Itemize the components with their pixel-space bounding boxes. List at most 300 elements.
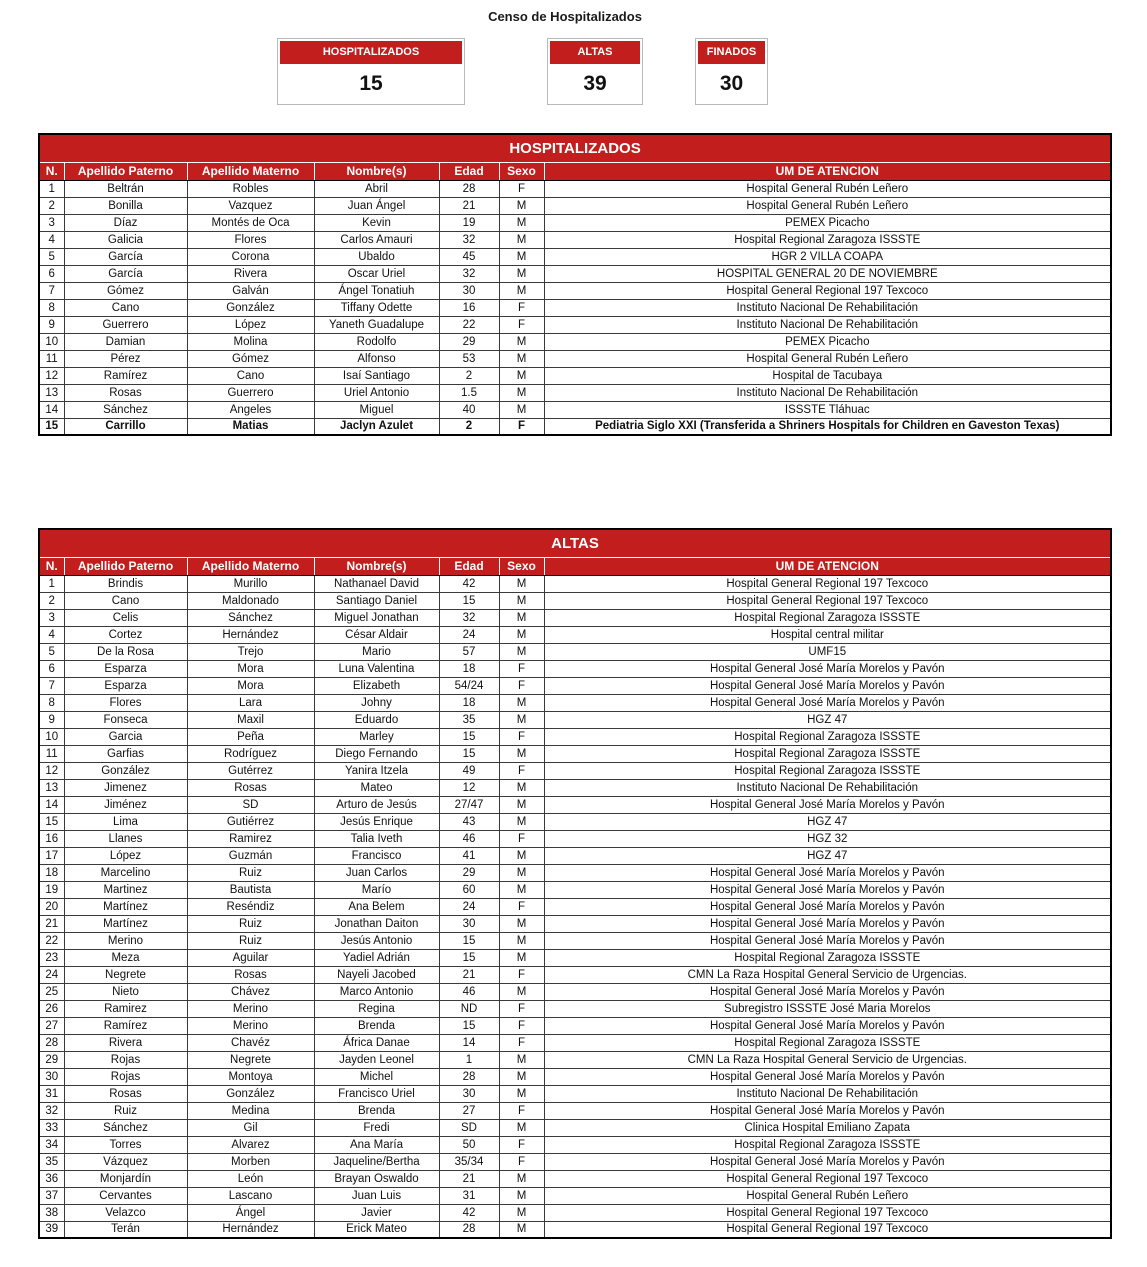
table-cell: González (187, 1085, 314, 1102)
column-header: Apellido Materno (187, 162, 314, 180)
table-cell: Bautista (187, 881, 314, 898)
table-cell: M (499, 949, 544, 966)
table-cell: 40 (439, 401, 499, 418)
table-cell: Esparza (64, 660, 187, 677)
table-cell: López (187, 316, 314, 333)
table-cell: 9 (39, 316, 64, 333)
table-cell: Beltrán (64, 180, 187, 197)
table-cell: M (499, 643, 544, 660)
table-cell: CMN La Raza Hospital General Servicio de Urgencias. (544, 1051, 1111, 1068)
table-cell: Luna Valentina (314, 660, 439, 677)
table-cell: Murillo (187, 575, 314, 592)
table-cell: Rivera (187, 265, 314, 282)
table-cell: Jaclyn Azulet (314, 418, 439, 435)
table-cell: Yadiel Adrián (314, 949, 439, 966)
table-cell: 22 (39, 932, 64, 949)
table-cell: Trejo (187, 643, 314, 660)
table-cell: Ruiz (64, 1102, 187, 1119)
table-row (39, 915, 1111, 932)
table-cell: Gómez (187, 350, 314, 367)
table-cell: Hospital General José María Morelos y Pavón (544, 881, 1111, 898)
table-cell: HOSPITAL GENERAL 20 DE NOVIEMBRE (544, 265, 1111, 282)
table-cell: 28 (39, 1034, 64, 1051)
table-cell: Morben (187, 1153, 314, 1170)
table-cell: 5 (39, 248, 64, 265)
table-cell: M (499, 779, 544, 796)
table-cell: García (64, 265, 187, 282)
table-cell: Yanira Itzela (314, 762, 439, 779)
table-cell: Bonilla (64, 197, 187, 214)
table-cell: Hospital General Regional 197 Texcoco (544, 282, 1111, 299)
table-cell: Llanes (64, 830, 187, 847)
column-header-row (39, 557, 1111, 575)
table-cell: 30 (439, 1085, 499, 1102)
table-cell: M (499, 1204, 544, 1221)
table-row (39, 898, 1111, 915)
table-cell: M (499, 864, 544, 881)
column-header: N. (39, 557, 64, 575)
table-cell: 1 (39, 180, 64, 197)
table-row (39, 1017, 1111, 1034)
table-cell: Mateo (314, 779, 439, 796)
table-cell: Santiago Daniel (314, 592, 439, 609)
table-cell: Aguilar (187, 949, 314, 966)
table-cell: 2 (439, 418, 499, 435)
table-cell: Hospital General José María Morelos y Pavón (544, 983, 1111, 1000)
table-cell: África Danae (314, 1034, 439, 1051)
table-cell: 27 (39, 1017, 64, 1034)
table-cell: Instituto Nacional De Rehabilitación (544, 384, 1111, 401)
table-cell: Cortez (64, 626, 187, 643)
table-cell: 24 (439, 626, 499, 643)
table-cell: Montés de Oca (187, 214, 314, 231)
table-cell: 36 (39, 1170, 64, 1187)
table-cell: 19 (39, 881, 64, 898)
table-row (39, 367, 1111, 384)
table-cell: 28 (439, 1068, 499, 1085)
table-cell: Hospital General Regional 197 Texcoco (544, 592, 1111, 609)
table-cell: Miguel Jonathan (314, 609, 439, 626)
table-cell: Uriel Antonio (314, 384, 439, 401)
table-cell: Jaqueline/Bertha (314, 1153, 439, 1170)
table-cell: 29 (439, 864, 499, 881)
table-cell: M (499, 575, 544, 592)
table-cell: 17 (39, 847, 64, 864)
table-cell: 19 (439, 214, 499, 231)
table-cell: Brenda (314, 1017, 439, 1034)
table-cell: Marcelino (64, 864, 187, 881)
table-cell: SD (187, 796, 314, 813)
table-row (39, 830, 1111, 847)
table-cell: López (64, 847, 187, 864)
table-cell: F (499, 898, 544, 915)
table-row (39, 966, 1111, 983)
table-row (39, 1119, 1111, 1136)
table-cell: 27/47 (439, 796, 499, 813)
table-cell: M (499, 1068, 544, 1085)
table-cell: F (499, 180, 544, 197)
table-cell: Angeles (187, 401, 314, 418)
table-row (39, 265, 1111, 282)
table-cell: 18 (439, 694, 499, 711)
table-cell: Merino (187, 1000, 314, 1017)
table-cell: Sánchez (187, 609, 314, 626)
table-cell: Sánchez (64, 1119, 187, 1136)
table-cell: Jimenez (64, 779, 187, 796)
table-cell: Alfonso (314, 350, 439, 367)
table-cell: M (499, 881, 544, 898)
table-cell: Guerrero (187, 384, 314, 401)
table-cell: F (499, 1000, 544, 1017)
table-cell: M (499, 1221, 544, 1238)
table-cell: Monjardín (64, 1170, 187, 1187)
table-row (39, 728, 1111, 745)
table-cell: 30 (439, 915, 499, 932)
table-cell: 29 (439, 333, 499, 350)
table-row (39, 197, 1111, 214)
table-row (39, 1221, 1111, 1238)
table-cell: M (499, 847, 544, 864)
table-cell: Chávez (187, 983, 314, 1000)
summary-box-hospitalizados (277, 38, 465, 105)
column-header: Edad (439, 557, 499, 575)
table-cell: 14 (39, 401, 64, 418)
table-cell: Fonseca (64, 711, 187, 728)
table-cell: Instituto Nacional De Rehabilitación (544, 316, 1111, 333)
table-cell: Velazco (64, 1204, 187, 1221)
table-cell: 21 (439, 966, 499, 983)
table-cell: M (499, 401, 544, 418)
column-header: Sexo (499, 162, 544, 180)
table-cell: M (499, 350, 544, 367)
table-cell: Hospital General Rubén Leñero (544, 350, 1111, 367)
column-header: Edad (439, 162, 499, 180)
table-cell: F (499, 830, 544, 847)
table-cell: Gutiérrez (187, 813, 314, 830)
table-cell: 32 (39, 1102, 64, 1119)
table-cell: Hospital General Rubén Leñero (544, 197, 1111, 214)
table-cell: Negrete (64, 966, 187, 983)
table-cell: 12 (39, 762, 64, 779)
table-cell: Chavéz (187, 1034, 314, 1051)
table-cell: 38 (39, 1204, 64, 1221)
table-cell: Maxil (187, 711, 314, 728)
table-row (39, 592, 1111, 609)
table-cell: Ana María (314, 1136, 439, 1153)
summary-value-altas: 39 (583, 72, 607, 95)
table-cell: Medina (187, 1102, 314, 1119)
table-cell: Hospital Regional Zaragoza ISSSTE (544, 728, 1111, 745)
table-cell: De la Rosa (64, 643, 187, 660)
table-cell: 37 (39, 1187, 64, 1204)
table-cell: 15 (439, 1017, 499, 1034)
table-cell: Ruiz (187, 915, 314, 932)
table-cell: UMF15 (544, 643, 1111, 660)
table-cell: Kevin (314, 214, 439, 231)
table-cell: Cano (187, 367, 314, 384)
table-cell: Merino (187, 1017, 314, 1034)
table-cell: 13 (39, 779, 64, 796)
table-cell: 39 (39, 1221, 64, 1238)
column-header: Apellido Paterno (64, 162, 187, 180)
table-cell: Hospital Regional Zaragoza ISSSTE (544, 949, 1111, 966)
table-row (39, 299, 1111, 316)
table-title-hospitalizados: HOSPITALIZADOS (39, 134, 1111, 162)
table-cell: M (499, 333, 544, 350)
table-cell: M (499, 711, 544, 728)
table-cell: Javier (314, 1204, 439, 1221)
table-cell: Jesús Antonio (314, 932, 439, 949)
table-cell: 15 (439, 745, 499, 762)
table-cell: M (499, 248, 544, 265)
table-cell: Hospital Regional Zaragoza ISSSTE (544, 745, 1111, 762)
table-cell: Cano (64, 592, 187, 609)
table-cell: Rosas (64, 384, 187, 401)
table-cell: Hospital central militar (544, 626, 1111, 643)
table-cell: Brenda (314, 1102, 439, 1119)
table-cell: Carlos Amauri (314, 231, 439, 248)
table-cell: 53 (439, 350, 499, 367)
table-cell: Ana Belem (314, 898, 439, 915)
table-cell: 43 (439, 813, 499, 830)
table-cell: Merino (64, 932, 187, 949)
table-cell: Martinez (64, 881, 187, 898)
table-row (39, 881, 1111, 898)
table-row (39, 1034, 1111, 1051)
table-cell: 3 (39, 214, 64, 231)
table-cell: 16 (39, 830, 64, 847)
table-cell: Yaneth Guadalupe (314, 316, 439, 333)
table-cell: 54/24 (439, 677, 499, 694)
table-cell: 33 (39, 1119, 64, 1136)
table-cell: Guerrero (64, 316, 187, 333)
summary-box-altas (547, 38, 643, 105)
table-cell: 12 (39, 367, 64, 384)
table-cell: 30 (39, 1068, 64, 1085)
table-cell: Instituto Nacional De Rehabilitación (544, 1085, 1111, 1102)
table-row (39, 333, 1111, 350)
table-cell: 27 (439, 1102, 499, 1119)
table-row (39, 231, 1111, 248)
table-row (39, 282, 1111, 299)
table-cell: 32 (439, 609, 499, 626)
table-cell: Nathanael David (314, 575, 439, 592)
table-cell: Gutérrez (187, 762, 314, 779)
table-cell: Flores (187, 231, 314, 248)
table-cell: 32 (439, 265, 499, 282)
table-cell: 9 (39, 711, 64, 728)
table-cell: Matias (187, 418, 314, 435)
table-cell: Ruiz (187, 864, 314, 881)
hospitalizados-table (38, 133, 1112, 436)
table-cell: 46 (439, 983, 499, 1000)
table-row (39, 609, 1111, 626)
table-cell: Carrillo (64, 418, 187, 435)
summary-value-hospitalizados: 15 (359, 72, 383, 95)
table-cell: 14 (39, 796, 64, 813)
table-cell: M (499, 609, 544, 626)
table-cell: 24 (39, 966, 64, 983)
table-row (39, 1187, 1111, 1204)
table-cell: Hospital General José María Morelos y Pavón (544, 915, 1111, 932)
table-cell: 35 (39, 1153, 64, 1170)
table-row (39, 350, 1111, 367)
table-cell: Isaí Santiago (314, 367, 439, 384)
summary-label-finados: FINADOS (698, 41, 765, 64)
table-cell: F (499, 660, 544, 677)
table-row (39, 864, 1111, 881)
table-row (39, 813, 1111, 830)
table-cell: Ramirez (64, 1000, 187, 1017)
table-cell: Juan Luis (314, 1187, 439, 1204)
table-cell: Lima (64, 813, 187, 830)
table-cell: 18 (439, 660, 499, 677)
table-cell: Garcia (64, 728, 187, 745)
table-cell: Hospital Regional Zaragoza ISSSTE (544, 1034, 1111, 1051)
table-cell: Hospital General José María Morelos y Pavón (544, 1068, 1111, 1085)
table-cell: Hospital General José María Morelos y Pavón (544, 660, 1111, 677)
table-row (39, 932, 1111, 949)
table-cell: 45 (439, 248, 499, 265)
table-cell: Gómez (64, 282, 187, 299)
table-cell: Hospital General José María Morelos y Pavón (544, 932, 1111, 949)
table-cell: 32 (439, 231, 499, 248)
table-cell: Reséndiz (187, 898, 314, 915)
column-header: UM DE ATENCION (544, 557, 1111, 575)
table-cell: SD (439, 1119, 499, 1136)
table-row (39, 847, 1111, 864)
table-cell: Hospital General José María Morelos y Pavón (544, 864, 1111, 881)
table-cell: M (499, 367, 544, 384)
table-cell: Eduardo (314, 711, 439, 728)
table-cell: Damian (64, 333, 187, 350)
table-row (39, 1068, 1111, 1085)
table-cell: M (499, 694, 544, 711)
table-cell: 57 (439, 643, 499, 660)
table-cell: 10 (39, 728, 64, 745)
table-cell: 41 (439, 847, 499, 864)
table-cell: Hospital General José María Morelos y Pavón (544, 677, 1111, 694)
table-cell: M (499, 796, 544, 813)
summary-label-altas: ALTAS (550, 41, 640, 64)
table-cell: HGR 2 VILLA COAPA (544, 248, 1111, 265)
table-cell: Guzmán (187, 847, 314, 864)
table-cell: Jayden Leonel (314, 1051, 439, 1068)
table-row (39, 1204, 1111, 1221)
table-cell: F (499, 966, 544, 983)
table-cell: F (499, 1136, 544, 1153)
table-cell: M (499, 265, 544, 282)
table-cell: CMN La Raza Hospital General Servicio de Urgencias. (544, 966, 1111, 983)
table-cell: Hospital General José María Morelos y Pavón (544, 1017, 1111, 1034)
table-cell: 21 (39, 915, 64, 932)
table-cell: Abril (314, 180, 439, 197)
table-cell: F (499, 762, 544, 779)
table-cell: Ruiz (187, 932, 314, 949)
table-cell: F (499, 299, 544, 316)
table-cell: César Aldair (314, 626, 439, 643)
table-cell: Ángel (187, 1204, 314, 1221)
table-cell: Regina (314, 1000, 439, 1017)
table-row (39, 711, 1111, 728)
table-cell: M (499, 915, 544, 932)
table-cell: Mora (187, 660, 314, 677)
table-row (39, 949, 1111, 966)
page-title: Censo de Hospitalizados (488, 9, 642, 24)
table-cell: Hospital General Regional 197 Texcoco (544, 1170, 1111, 1187)
table-cell: Terán (64, 1221, 187, 1238)
table-cell: HGZ 32 (544, 830, 1111, 847)
table-cell: 23 (39, 949, 64, 966)
table-cell: Hospital General Rubén Leñero (544, 1187, 1111, 1204)
table-row (39, 694, 1111, 711)
table-cell: Esparza (64, 677, 187, 694)
table-cell: 2 (439, 367, 499, 384)
table-cell: Mario (314, 643, 439, 660)
table-cell: 15 (439, 592, 499, 609)
table-cell: Marco Antonio (314, 983, 439, 1000)
table-cell: ISSSTE Tláhuac (544, 401, 1111, 418)
table-row (39, 575, 1111, 592)
table-cell: Galván (187, 282, 314, 299)
table-cell: M (499, 932, 544, 949)
table-row (39, 248, 1111, 265)
table-cell: ND (439, 1000, 499, 1017)
column-header: N. (39, 162, 64, 180)
table-cell: 15 (439, 932, 499, 949)
table-cell: Meza (64, 949, 187, 966)
table-cell: Marío (314, 881, 439, 898)
table-cell: Hospital General Regional 197 Texcoco (544, 575, 1111, 592)
table-cell: Ramírez (64, 1017, 187, 1034)
table-cell: 1 (39, 575, 64, 592)
table-cell: Elizabeth (314, 677, 439, 694)
table-cell: 15 (439, 949, 499, 966)
table-cell: 24 (439, 898, 499, 915)
table-row (39, 745, 1111, 762)
table-cell: Oscar Uriel (314, 265, 439, 282)
table-cell: Jonathan Daiton (314, 915, 439, 932)
table-cell: Garfias (64, 745, 187, 762)
table-cell: 31 (439, 1187, 499, 1204)
table-cell: González (187, 299, 314, 316)
table-row (39, 1170, 1111, 1187)
table-cell: 30 (439, 282, 499, 299)
table-cell: Brayan Oswaldo (314, 1170, 439, 1187)
table-cell: Hospital Regional Zaragoza ISSSTE (544, 1136, 1111, 1153)
table-cell: 18 (39, 864, 64, 881)
table-cell: 15 (439, 728, 499, 745)
table-cell: 7 (39, 282, 64, 299)
table-cell: HGZ 47 (544, 711, 1111, 728)
table-cell: Pérez (64, 350, 187, 367)
table-row (39, 796, 1111, 813)
column-header-row (39, 162, 1111, 180)
table-cell: 25 (39, 983, 64, 1000)
summary-box-finados (695, 38, 768, 105)
table-cell: 15 (39, 813, 64, 830)
table-cell: García (64, 248, 187, 265)
table-cell: 28 (439, 180, 499, 197)
table-cell: M (499, 983, 544, 1000)
table-cell: Martínez (64, 915, 187, 932)
table-cell: Hospital General Regional 197 Texcoco (544, 1204, 1111, 1221)
table-cell: Marley (314, 728, 439, 745)
table-cell: Fredi (314, 1119, 439, 1136)
table-cell: Francisco Uriel (314, 1085, 439, 1102)
table-row (39, 983, 1111, 1000)
table-cell: Rodolfo (314, 333, 439, 350)
